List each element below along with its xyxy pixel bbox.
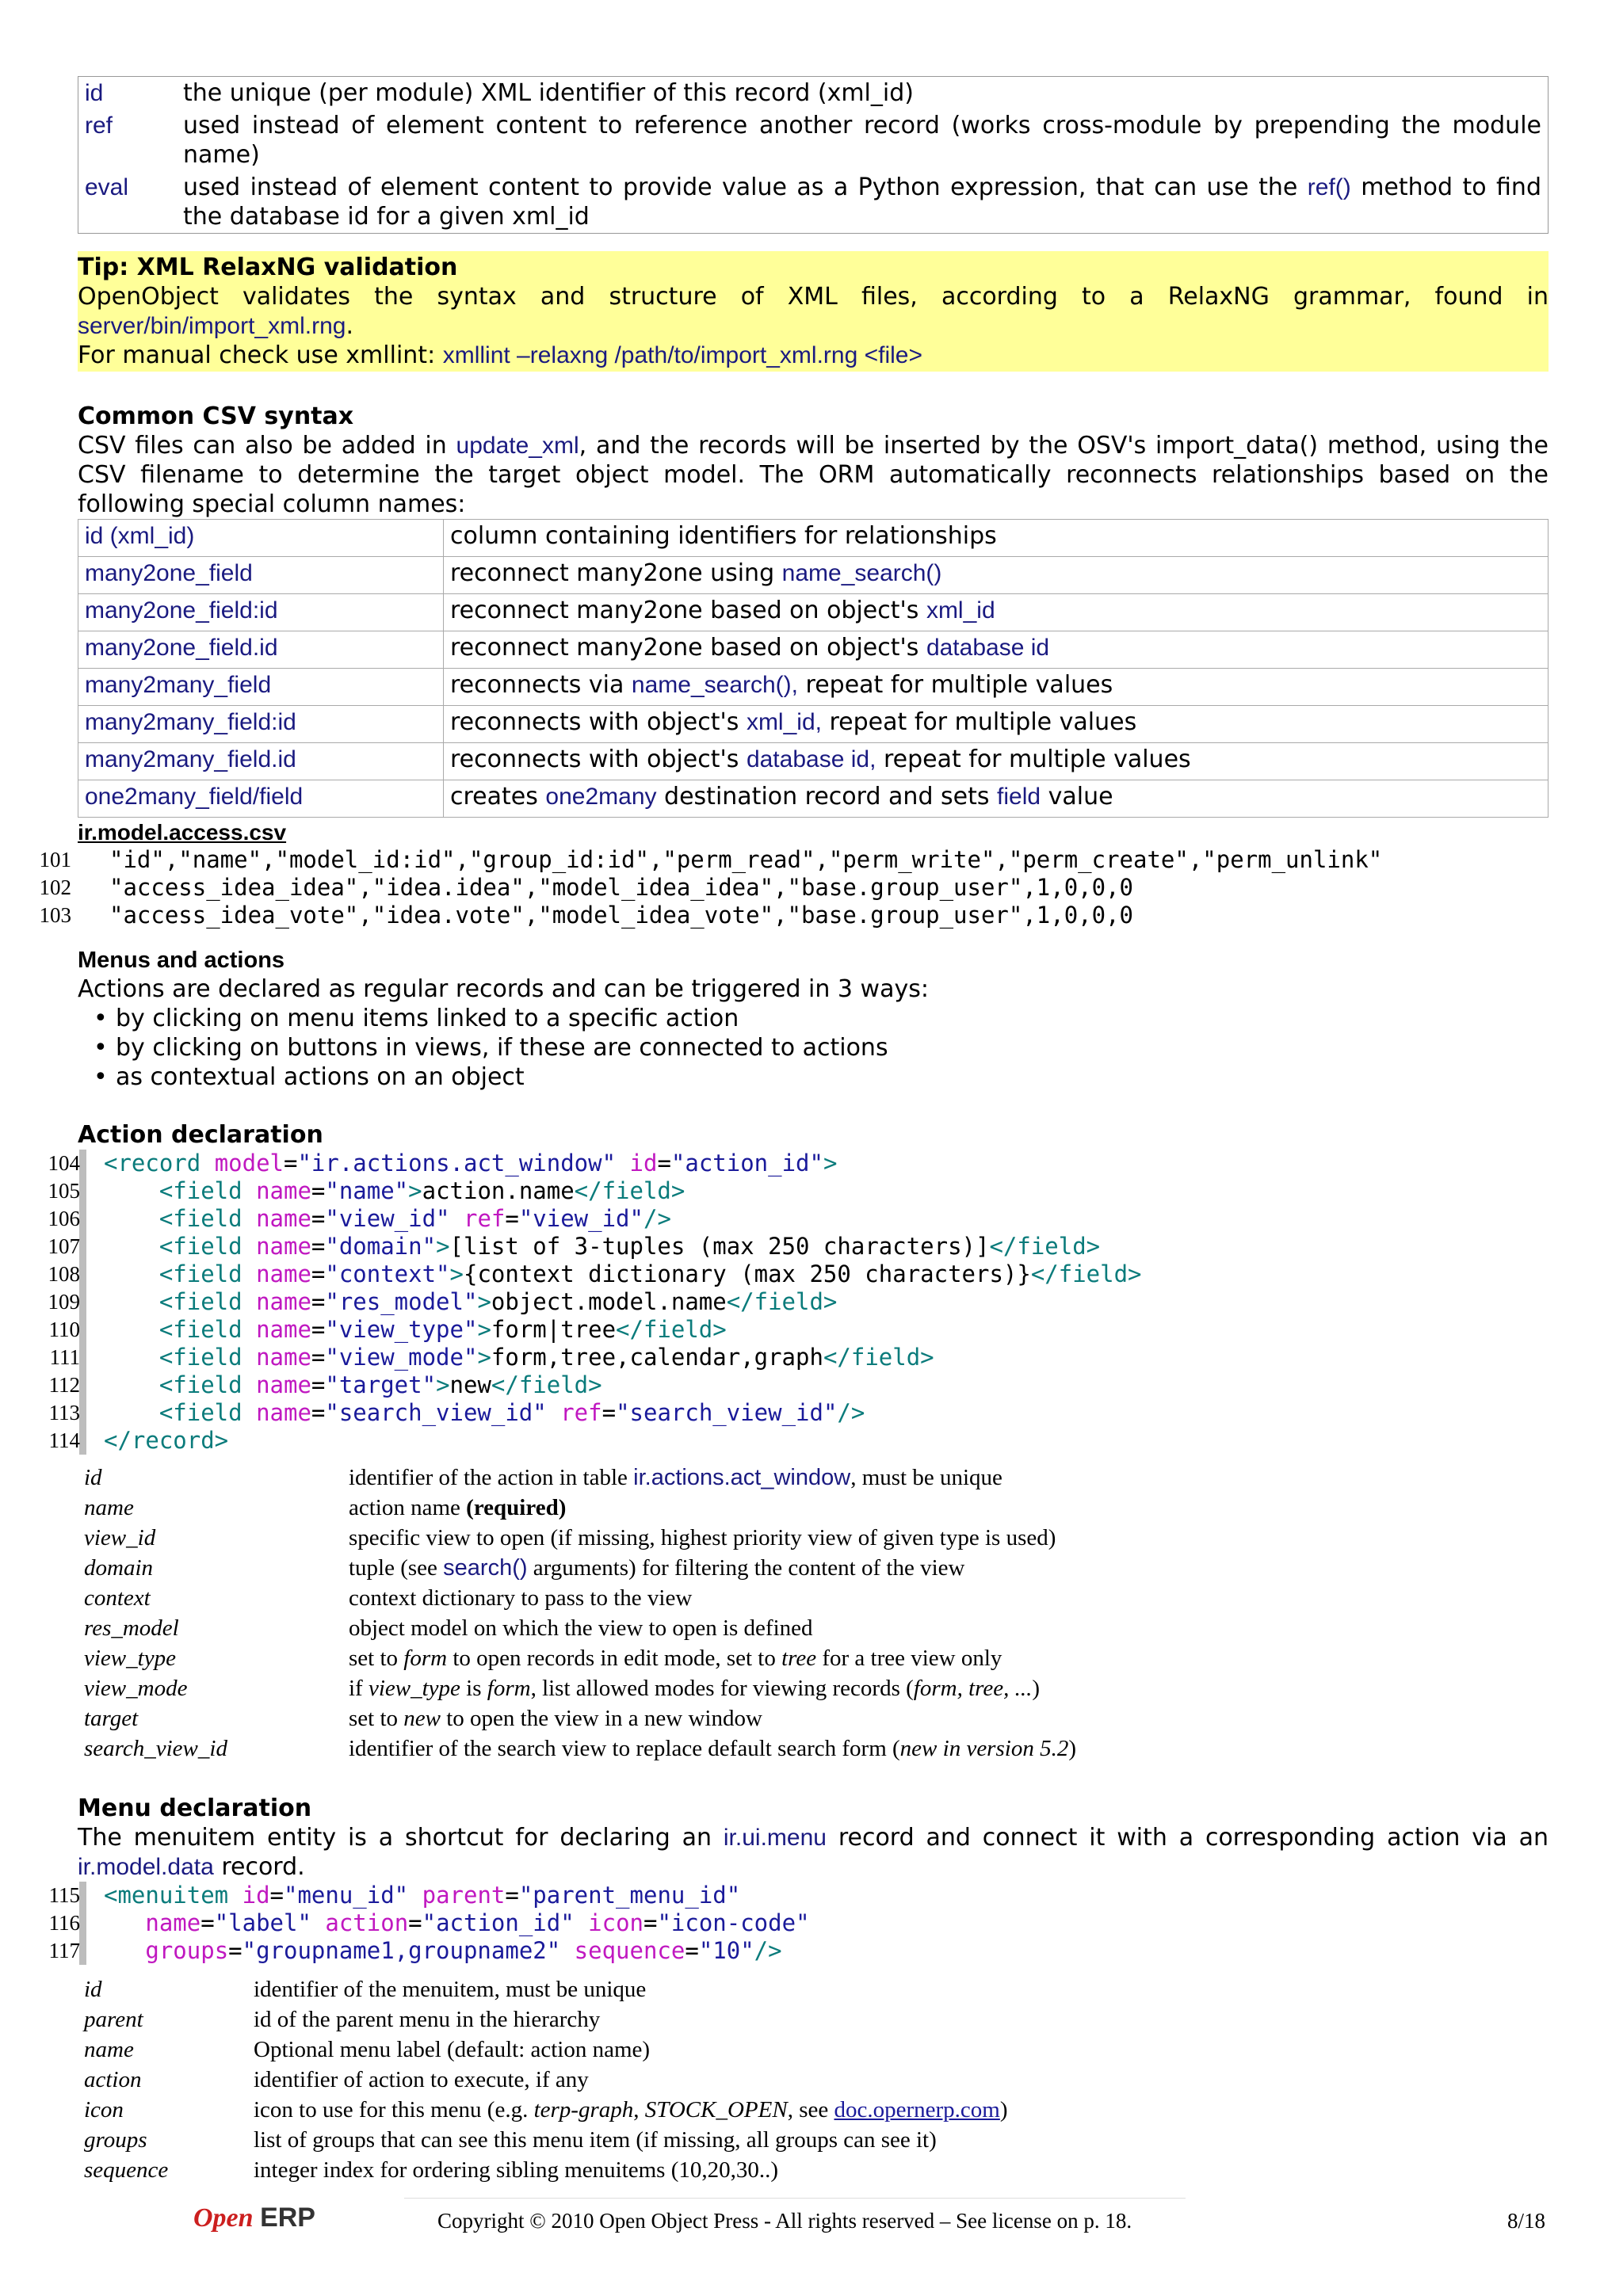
- column-name: many2one_field: [78, 557, 444, 594]
- column-desc: [444, 557, 1549, 594]
- menu-intro: [78, 1823, 1549, 1882]
- def-desc: [342, 1643, 1083, 1673]
- desc-text: creates: [450, 783, 546, 810]
- table-row: [78, 109, 1549, 171]
- table-row: [78, 706, 1549, 743]
- table-row: [78, 1673, 1083, 1703]
- def-desc: [342, 1553, 1083, 1583]
- csv-intro: [78, 431, 1549, 519]
- column-name: many2many_field: [78, 669, 444, 706]
- ir-model-data-code: ir.model.data: [78, 1854, 214, 1880]
- column-desc: [444, 669, 1549, 706]
- code-text: "access_idea_vote","idea.vote","model_idea_vote","base.group_user",1,0,0,0: [109, 902, 1134, 929]
- table-row: [78, 2004, 1014, 2035]
- code-text: "id","name","model_id:id","group_id:id","perm_read","perm_write","perm_create","perm_unlink": [109, 846, 1383, 873]
- attr-key: ref: [85, 113, 113, 139]
- menu-intro-text: record.: [213, 1853, 305, 1881]
- csv-intro-text: , and the records will be inserted by the OSV's import_data() method, using the CSV filename to determine the target object model. The ORM automatically reconnects relationships based on the following special column names:: [78, 432, 1549, 518]
- def-key: groups: [84, 2127, 147, 2153]
- def-desc: Optional menu label (default: action name): [254, 2037, 651, 2062]
- code-line: 106 <field name="view_id" ref="view_id"/>: [79, 1205, 1549, 1233]
- desc-code: database id,: [746, 746, 876, 772]
- line-number: 114: [48, 1428, 80, 1452]
- desc-text: value: [1041, 783, 1113, 810]
- desc-text: identifier of the search view to replace default search form (: [349, 1736, 900, 1761]
- ref-method: ref(): [1307, 174, 1351, 200]
- def-key: icon: [84, 2097, 124, 2122]
- def-key: id: [84, 1977, 102, 2002]
- table-row: [78, 1703, 1083, 1733]
- desc-text: , see: [787, 2097, 834, 2122]
- code-line: [39, 902, 1549, 929]
- desc-code: field: [997, 784, 1041, 810]
- def-key: context: [84, 1585, 151, 1611]
- menu-attributes-table: [78, 1974, 1014, 2185]
- line-number: 104: [48, 1151, 80, 1175]
- def-key: name: [84, 1495, 134, 1520]
- def-key: id: [84, 1465, 102, 1490]
- def-desc: specific view to open (if missing, highest priority view of given type is used): [349, 1525, 1056, 1550]
- table-row: [78, 1463, 1083, 1493]
- desc-code: xml_id: [926, 597, 995, 624]
- menu-intro-text: The menuitem entity is a shortcut for declaring an: [78, 1824, 724, 1852]
- tip-line2: [78, 341, 1549, 370]
- desc-code: one2many: [545, 784, 657, 810]
- desc-text: for a tree view only: [816, 1646, 1002, 1671]
- table-row: [78, 2035, 1014, 2065]
- line-number: 103: [39, 903, 71, 927]
- def-desc: [342, 1733, 1083, 1764]
- def-desc: integer index for ordering sibling menuitems (10,20,30..): [254, 2157, 779, 2183]
- desc-code: search(): [443, 1555, 528, 1581]
- list-item: • by clicking on buttons in views, if these are connected to actions: [94, 1033, 1564, 1062]
- column-desc: [444, 594, 1549, 631]
- desc-bold: (required): [466, 1495, 567, 1520]
- footer-divider: [404, 2198, 1186, 2199]
- def-desc: identifier of action to execute, if any: [254, 2067, 589, 2092]
- code-line: [39, 846, 1549, 874]
- desc-text: if: [349, 1676, 369, 1701]
- tip-title: Tip: XML RelaxNG validation: [78, 254, 458, 281]
- def-key: parent: [84, 2007, 143, 2032]
- attr-desc: the unique (per module) XML identifier of this record (xml_id): [183, 79, 914, 107]
- code-line: 104 <record model="ir.actions.act_window" id="action_id">: [79, 1150, 1549, 1177]
- ir-ui-menu-code: ir.ui.menu: [723, 1825, 827, 1851]
- table-row: [78, 2065, 1014, 2095]
- code-line: 112 <field name="target">new</field>: [79, 1371, 1549, 1399]
- desc-text: reconnects with object's: [450, 708, 747, 736]
- def-desc: list of groups that can see this menu item (if missing, all groups can see it): [254, 2127, 937, 2153]
- line-number: 111: [49, 1345, 80, 1369]
- def-desc: [342, 1493, 1083, 1523]
- desc-code: name_search(),: [631, 672, 798, 698]
- def-desc: [247, 2095, 1014, 2125]
- column-desc: [444, 631, 1549, 669]
- def-desc: identifier of the menuitem, must be unique: [254, 1977, 647, 2002]
- column-name: id (xml_id): [78, 520, 444, 557]
- page-number: 8/18: [1507, 2209, 1546, 2233]
- attr-desc: used instead of element content to reference another record (works cross-module by prepending the module name): [183, 112, 1541, 169]
- desc-italic: view_type: [368, 1676, 460, 1701]
- code-line: 109 <field name="res_model">object.model.name</field>: [79, 1288, 1549, 1316]
- desc-code: xml_id,: [746, 709, 822, 735]
- line-number: 112: [48, 1373, 80, 1397]
- code-line: 113 <field name="search_view_id" ref="search_view_id"/>: [79, 1399, 1549, 1427]
- table-row: [78, 669, 1549, 706]
- column-name: many2many_field:id: [78, 706, 444, 743]
- table-row: [78, 1643, 1083, 1673]
- table-row: [78, 520, 1549, 557]
- column-name: many2many_field.id: [78, 743, 444, 780]
- def-key: name: [84, 2037, 134, 2062]
- def-key: search_view_id: [84, 1736, 227, 1761]
- desc-italic: new in version 5.2: [899, 1736, 1069, 1761]
- line-number: 116: [48, 1911, 80, 1935]
- desc-italic: terp-graph: [533, 2097, 634, 2122]
- column-desc: [444, 780, 1549, 818]
- desc-text: is: [460, 1676, 487, 1701]
- table-row: [78, 743, 1549, 780]
- code-line: 117 groups="groupname1,groupname2" sequence="10"/>: [79, 1937, 1549, 1965]
- def-key: domain: [84, 1555, 153, 1581]
- tip-box: [78, 251, 1549, 372]
- line-number: 101: [39, 848, 71, 871]
- column-name: one2many_field/field: [78, 780, 444, 818]
- desc-code: name_search(): [781, 560, 942, 586]
- code-line: 110 <field name="view_type">form|tree</field>: [79, 1316, 1549, 1344]
- csv-columns-table: [78, 519, 1549, 818]
- table-row: [78, 1553, 1083, 1583]
- def-desc: context dictionary to pass to the view: [349, 1585, 693, 1611]
- def-key: view_id: [84, 1525, 156, 1550]
- def-key: sequence: [84, 2157, 169, 2183]
- column-desc: [444, 706, 1549, 743]
- openerp-logo: [193, 2203, 315, 2233]
- desc-text: reconnect many2one using: [450, 559, 782, 587]
- column-desc: column containing identifiers for relationships: [444, 520, 1549, 557]
- desc-italic: form: [487, 1676, 531, 1701]
- line-number: 108: [48, 1262, 80, 1286]
- desc-text: , list allowed modes for viewing records (: [530, 1676, 914, 1701]
- desc-code: ir.actions.act_window: [633, 1465, 851, 1490]
- line-number: 105: [48, 1179, 80, 1203]
- table-row: [78, 557, 1549, 594]
- desc-text: ): [999, 2097, 1008, 2122]
- code-line: 107 <field name="domain">[list of 3-tuples (max 250 characters)]</field>: [79, 1233, 1549, 1261]
- code-line: 114 </record>: [79, 1427, 1549, 1455]
- desc-italic: tree: [781, 1646, 817, 1671]
- menus-intro: Actions are declared as regular records and can be triggered in 3 ways:: [78, 975, 929, 1003]
- csv-heading: Common CSV syntax: [78, 402, 354, 430]
- xml-attributes-table: [78, 76, 1549, 234]
- menus-heading: Menus and actions: [78, 948, 285, 973]
- desc-text: repeat for multiple values: [798, 671, 1113, 699]
- line-number: 107: [48, 1234, 80, 1258]
- def-desc: object model on which the view to open is defined: [349, 1615, 813, 1641]
- table-row: [78, 77, 1549, 110]
- attr-key: id: [85, 80, 104, 106]
- code-line: 116 name="label" action="action_id" icon="icon-code": [79, 1909, 1549, 1937]
- desc-italic: new: [403, 1706, 441, 1731]
- def-key: action: [84, 2067, 142, 2092]
- menu-intro-text: record and connect it with a corresponding action via an: [826, 1824, 1549, 1852]
- tip-path-line: [78, 311, 1549, 341]
- desc-text: icon to use for this menu (e.g.: [254, 2097, 534, 2122]
- table-row: [78, 1493, 1083, 1523]
- desc-text: reconnect many2one based on object's: [450, 597, 926, 624]
- desc-text: reconnects via: [450, 671, 632, 699]
- desc-text: ): [1068, 1736, 1076, 1761]
- table-row: [78, 171, 1549, 234]
- menu-code-block: [48, 1882, 1549, 1965]
- desc-italic: form, tree, ...: [913, 1676, 1033, 1701]
- desc-text: to open records in edit mode, set to: [447, 1646, 782, 1671]
- desc-text: set to: [349, 1646, 404, 1671]
- line-number: 109: [48, 1290, 80, 1314]
- line-number: 110: [48, 1318, 80, 1341]
- code-line: 105 <field name="name">action.name</field>: [79, 1177, 1549, 1205]
- trigger-list: [78, 1004, 1549, 1092]
- code-line: 111 <field name="view_mode">form,tree,calendar,graph</field>: [79, 1344, 1549, 1371]
- logo-erp: ERP: [260, 2203, 315, 2233]
- line-number: 117: [48, 1939, 80, 1962]
- desc-text: tuple (see: [349, 1555, 444, 1581]
- page-footer: [0, 2203, 1623, 2250]
- table-row: [78, 1974, 1014, 2004]
- action-attributes-table: [78, 1463, 1083, 1764]
- line-number: 115: [48, 1883, 80, 1907]
- attr-desc-text: method to find the database id for a given xml_id: [183, 174, 1541, 231]
- desc-text: ): [1032, 1676, 1040, 1701]
- tip-line2-text: For manual check use xmllint:: [78, 341, 443, 369]
- desc-text: , must be unique: [850, 1465, 1002, 1490]
- csv-intro-text: CSV files can also be added in: [78, 432, 456, 460]
- column-name: many2one_field:id: [78, 594, 444, 631]
- table-row: [78, 1523, 1083, 1553]
- line-number: 113: [48, 1401, 80, 1425]
- action-code-block: [48, 1150, 1549, 1455]
- def-key: view_mode: [84, 1676, 188, 1701]
- table-row: [78, 1613, 1083, 1643]
- csv-file-title: ir.model.access.csv: [78, 820, 287, 845]
- tip-line1: OpenObject validates the syntax and structure of XML files, according to a RelaxNG grammar, found in: [78, 283, 1549, 311]
- def-desc: [342, 1463, 1083, 1493]
- table-row: [78, 1733, 1083, 1764]
- menu-heading: Menu declaration: [78, 1794, 312, 1822]
- def-key: target: [84, 1706, 139, 1731]
- code-text: "access_idea_idea","idea.idea","model_idea_idea","base.group_user",1,0,0,0: [109, 874, 1134, 901]
- attr-key: eval: [85, 174, 129, 200]
- action-heading: Action declaration: [78, 1121, 323, 1149]
- attr-desc: [177, 171, 1549, 234]
- table-row: [78, 2095, 1014, 2125]
- desc-text: repeat for multiple values: [876, 746, 1191, 773]
- desc-text: ,: [633, 2097, 645, 2122]
- tip-dot: .: [346, 312, 353, 340]
- csv-code-block: [39, 846, 1549, 929]
- update-xml-code: update_xml: [456, 433, 579, 459]
- rng-path: server/bin/import_xml.rng: [78, 313, 346, 339]
- desc-text: reconnects with object's: [450, 746, 747, 773]
- desc-text: arguments) for filtering the content of the view: [527, 1555, 965, 1581]
- xmllint-command: xmllint –relaxng /path/to/import_xml.rng <file>: [442, 342, 922, 368]
- desc-text: identifier of the action in table: [349, 1465, 634, 1490]
- desc-text: reconnect many2one based on object's: [450, 634, 926, 662]
- def-key: res_model: [84, 1615, 179, 1641]
- table-row: [78, 594, 1549, 631]
- line-number: 102: [39, 875, 71, 899]
- logo-open: Open: [193, 2203, 254, 2233]
- desc-text: set to: [349, 1706, 404, 1731]
- table-row: [78, 1583, 1083, 1613]
- column-name: many2one_field.id: [78, 631, 444, 669]
- desc-text: destination record and sets: [656, 783, 998, 810]
- code-line: 115 <menuitem id="menu_id" parent="parent_menu_id": [79, 1882, 1549, 1909]
- desc-text: to open the view in a new window: [441, 1706, 762, 1731]
- code-line: [39, 874, 1549, 902]
- def-key: view_type: [84, 1646, 176, 1671]
- column-desc: [444, 743, 1549, 780]
- list-item: • as contextual actions on an object: [94, 1062, 1564, 1092]
- attr-desc-text: used instead of element content to provide value as a Python expression, that can use the: [183, 174, 1308, 201]
- table-row: [78, 2125, 1014, 2155]
- table-row: [78, 780, 1549, 818]
- desc-italic: form: [403, 1646, 448, 1671]
- list-item: • by clicking on menu items linked to a specific action: [94, 1004, 1564, 1033]
- desc-text: repeat for multiple values: [821, 708, 1137, 736]
- desc-code: database id: [926, 635, 1050, 661]
- table-row: [78, 2155, 1014, 2185]
- def-desc: [342, 1703, 1083, 1733]
- doc-link[interactable]: doc.opernerp.com: [834, 2097, 1000, 2122]
- copyright-text: Copyright © 2010 Open Object Press - All rights reserved – See license on p. 18.: [437, 2209, 1132, 2233]
- desc-text: action name: [349, 1495, 467, 1520]
- code-line: 108 <field name="context">{context dictionary (max 250 characters)}</field>: [79, 1261, 1549, 1288]
- table-row: [78, 631, 1549, 669]
- def-desc: id of the parent menu in the hierarchy: [254, 2007, 601, 2032]
- def-desc: [342, 1673, 1083, 1703]
- desc-italic: STOCK_OPEN: [644, 2097, 788, 2122]
- line-number: 106: [48, 1207, 80, 1230]
